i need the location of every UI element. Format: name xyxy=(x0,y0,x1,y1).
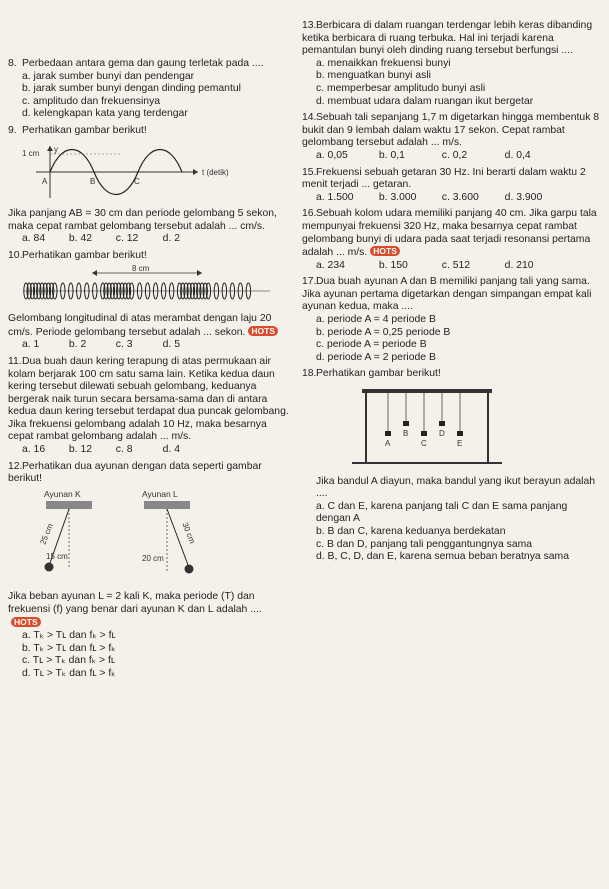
option-c[interactable]: c. Tʟ > Tₖ dan fₖ > fʟ xyxy=(22,655,116,667)
option-c[interactable]: c. 3 xyxy=(115,339,133,351)
options-row xyxy=(8,339,290,352)
y-axis-label: y xyxy=(54,144,58,154)
question-18 xyxy=(302,368,602,563)
option-d[interactable]: d. membuat udara dalam ruangan ikut bergetar xyxy=(316,95,534,107)
question-text-body: Jika beban ayunan L = 2 kali K, maka periode (T) dan frekuensi (f) yang benar dari ayunan K dan L adalah .... xyxy=(8,591,262,616)
question-number: 8. xyxy=(8,58,17,69)
question-9 xyxy=(8,125,290,246)
question-stem: Perhatikan gambar berikut! xyxy=(22,124,147,136)
options-row xyxy=(8,444,290,457)
question-number: 14. xyxy=(302,112,317,124)
amplitude-label: 1 cm xyxy=(22,148,40,158)
question-number: 12. xyxy=(8,460,23,472)
k-length-label: 25 cm xyxy=(38,522,55,546)
question-number: 15. xyxy=(302,166,317,178)
option-a[interactable]: a. 1 xyxy=(22,339,40,351)
question-15 xyxy=(302,167,602,205)
option-d[interactable]: d. kelengkapan kata yang terdengar xyxy=(22,108,188,120)
option-d[interactable]: d. 3.900 xyxy=(504,191,543,203)
option-a[interactable]: a. periode A = 4 periode B xyxy=(316,314,436,326)
question-17 xyxy=(302,276,602,364)
point-b: B xyxy=(90,176,96,186)
option-c[interactable]: c. periode A = periode B xyxy=(316,339,427,351)
option-a[interactable]: a. 234 xyxy=(316,259,345,271)
options-row xyxy=(302,150,602,163)
question-text-body: Gelombang longitudinal di atas merambat dengan laju 20 cm/s. Periode gelombang tersebut adalah ... sekon. xyxy=(8,313,272,338)
question-stem: Sebuah tali sepanjang 1,7 m digetarkan hingga membentuk 8 bukit dan 9 lembah dalam waktu 17 sekon. Cepat rambat gelombang tersebut adalah ... m/s. xyxy=(302,112,600,149)
bandul-e-label: E xyxy=(457,439,463,449)
question-8 xyxy=(8,58,290,121)
option-d[interactable]: d. periode A = 2 periode B xyxy=(316,351,436,363)
option-b[interactable]: b. 3.000 xyxy=(378,191,417,203)
option-b[interactable]: b. 12 xyxy=(68,444,93,456)
l-length-label: 30 cm xyxy=(180,521,197,545)
option-c[interactable]: c. 8 xyxy=(115,444,133,456)
bandul-c-label: C xyxy=(421,439,427,449)
ayunan-l-label: Ayunan L xyxy=(142,488,178,499)
question-14 xyxy=(302,112,602,162)
option-d[interactable]: d. 4 xyxy=(162,444,181,456)
option-b[interactable]: b. B dan C, karena keduanya berdekatan xyxy=(316,526,506,537)
option-b[interactable]: b. 2 xyxy=(68,339,87,351)
option-b[interactable]: b. periode A = 0,25 periode B xyxy=(316,326,451,338)
option-d[interactable]: d. Tʟ > Tₖ dan fʟ > fₖ xyxy=(22,668,116,679)
options-row xyxy=(302,192,602,205)
option-c[interactable]: c. 0,2 xyxy=(441,149,468,161)
question-text: Jika panjang AB = 30 cm dan periode gelombang 5 sekon, maka cepat rambat gelombang tersebut adalah ... cm/s. xyxy=(8,208,277,232)
option-b[interactable]: b. menguatkan bunyi asli xyxy=(316,70,431,82)
option-b[interactable]: b. 42 xyxy=(68,233,93,245)
question-stem: Perhatikan dua ayunan dengan data seperti gambar berikut! xyxy=(8,460,262,485)
option-d[interactable]: d. B, C, D, dan E, karena semua beban beratnya sama xyxy=(316,551,569,563)
options-row xyxy=(302,260,602,273)
question-stem: Berbicara di dalam ruangan terdengar lebih keras dibanding ketika berbicara di ruang terbuka. Hal ini terjadi karena pemantulan bunyi oleh dinding ruang tersebut berfungsi .... xyxy=(302,20,593,57)
question-number: 17. xyxy=(302,276,317,288)
question-stem: Dua buah daun kering terapung di atas permukaan air kolam berjarak 100 cm satu sama lain. Ketika kedua daun kering tersebut dilewati sebuah gelombang, keduanya bergerak naik turun secara bersama-sama dan di antara kedua daun kering tersebut terdapat dua puncak gelombang. Jika frekuensi gelombang adalah 10 Hz, maka besarnya cepat rambat gelombang adalah ... m/s. xyxy=(8,355,289,443)
question-10 xyxy=(8,250,290,352)
question-text xyxy=(8,313,290,339)
hots-badge: HOTS xyxy=(248,326,278,336)
option-d[interactable]: d. 5 xyxy=(162,339,181,351)
pendulum-figure xyxy=(32,489,232,583)
option-a[interactable]: a. C dan E, karena panjang tali C dan E sama panjang dengan A xyxy=(316,500,568,525)
option-d[interactable]: d. 2 xyxy=(162,233,181,245)
longitudinal-wave-figure xyxy=(22,265,272,305)
question-11 xyxy=(8,356,290,457)
question-text xyxy=(8,591,290,630)
question-12 xyxy=(8,461,290,681)
pendulum-set-figure xyxy=(342,385,512,465)
wave-graph xyxy=(22,142,229,200)
question-13 xyxy=(302,20,602,108)
question-stem: Sebuah kolom udara memiliki panjang 40 cm. Jika garpu tala mempunyai frekuensi 320 Hz, maka besarnya cepat rambat gelombang bunyi di udara pada saat terjadi resonansi pertama adalah ... m/s. xyxy=(302,208,597,259)
question-16 xyxy=(302,208,602,272)
option-c[interactable]: c. memperbesar amplitudo bunyi asli xyxy=(316,82,486,94)
question-stem: Perhatikan gambar berikut! xyxy=(22,249,147,261)
option-a[interactable]: a. 0,05 xyxy=(316,149,348,161)
question-stem: Perbedaan antara gema dan gaung terletak pada .... xyxy=(22,58,264,69)
question-stem: Dua buah ayunan A dan B memiliki panjang tali yang sama. Jika ayunan pertama digetarkan dengan simpangan empat kali ayunan kedua, maka .... xyxy=(302,276,592,313)
question-number: 9. xyxy=(8,124,17,136)
option-c[interactable]: c. amplitudo dan frekuensinya xyxy=(22,95,161,107)
question-stem: Perhatikan gambar berikut! xyxy=(316,368,441,380)
point-c: C xyxy=(134,176,140,186)
question-number: 13. xyxy=(302,20,317,31)
options-row xyxy=(8,233,290,246)
question-text: Jika bandul A diayun, maka bandul yang ikut berayun adalah .... xyxy=(316,475,596,500)
option-a[interactable]: a. 1.500 xyxy=(316,191,354,203)
option-c[interactable]: c. 3.600 xyxy=(441,191,479,203)
option-d[interactable]: d. 210 xyxy=(504,259,534,271)
question-number: 16. xyxy=(302,208,317,220)
option-a[interactable]: a. 16 xyxy=(22,444,46,456)
option-c[interactable]: c. 12 xyxy=(115,233,139,245)
bandul-b-label: B xyxy=(403,429,409,439)
option-c[interactable]: c. 512 xyxy=(441,259,471,271)
option-b[interactable]: b. Tₖ > Tʟ dan fʟ > fₖ xyxy=(22,642,116,654)
time-axis-label: t (detik) xyxy=(202,167,229,177)
l-amplitude-label: 20 cm xyxy=(142,553,164,563)
hots-badge: HOTS xyxy=(11,617,41,627)
ayunan-k-label: Ayunan K xyxy=(44,488,81,499)
right-column xyxy=(302,20,602,568)
option-a[interactable]: a. Tₖ > Tʟ dan fₖ > fʟ xyxy=(22,630,116,642)
hots-badge: HOTS xyxy=(370,246,400,256)
point-a: A xyxy=(42,176,48,186)
length-label: 8 cm xyxy=(132,263,150,273)
left-column xyxy=(8,58,290,685)
question-number: 11. xyxy=(8,355,22,367)
option-a[interactable]: a. jarak sumber bunyi dan pendengar xyxy=(22,70,195,82)
option-b[interactable]: b. 0,1 xyxy=(378,149,405,161)
bandul-a-label: A xyxy=(385,439,391,449)
option-d[interactable]: d. 0,4 xyxy=(504,149,531,161)
option-a[interactable]: a. 84 xyxy=(22,233,46,245)
question-number: 18. xyxy=(302,368,317,380)
k-amplitude-label: 15 cm xyxy=(46,551,68,561)
option-b[interactable]: b. jarak sumber bunyi dengan dinding pemantul xyxy=(22,83,241,95)
option-b[interactable]: b. 150 xyxy=(378,259,408,271)
option-c[interactable]: c. B dan D, panjang tali penggantungnya sama xyxy=(316,538,533,550)
question-stem: Frekuensi sebuah getaran 30 Hz. Ini berarti dalam waktu 2 menit terjadi ... getaran. xyxy=(302,166,586,191)
bandul-d-label: D xyxy=(439,429,445,439)
option-a[interactable]: a. menaikkan frekuensi bunyi xyxy=(316,57,451,69)
question-number: 10. xyxy=(8,249,23,261)
